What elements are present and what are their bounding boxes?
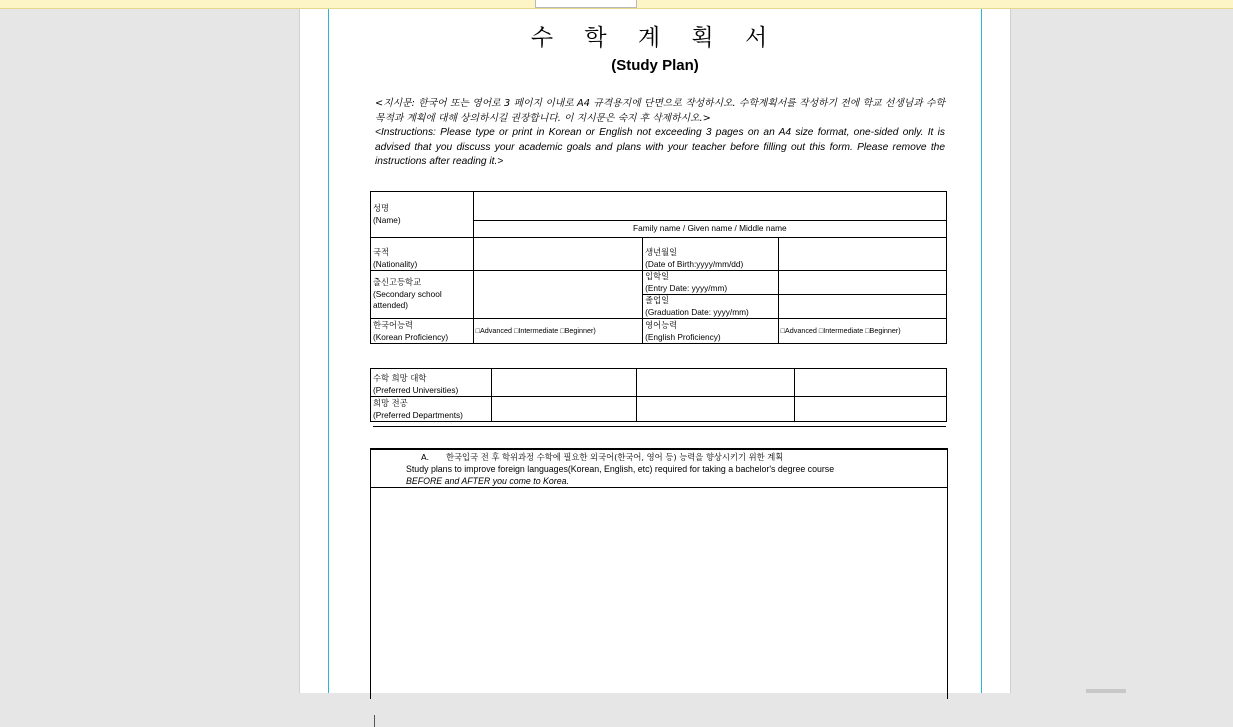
right-margin-guide [981, 9, 982, 693]
document-page [299, 9, 1011, 693]
section-a [370, 448, 948, 699]
section-a-letter: A. [421, 452, 430, 462]
preferred-universities-label: 수학 희망 대학 (Preferred Universities) [371, 369, 492, 397]
name-hint: Family name / Given name / Middle name [473, 221, 946, 238]
personal-info-table [370, 191, 947, 344]
department-input-2[interactable] [637, 397, 795, 422]
section-a-title-korean: A. 한국입국 전 후 학위과정 수학에 필요한 외국어(한국어, 영어 등) 능력을 향상시키기 위한 계획 [421, 452, 784, 462]
school-label: 출신고등학교 (Secondary school attended) [371, 271, 474, 319]
university-input-3[interactable] [795, 369, 947, 397]
graduation-date-label: 졸업일 (Graduation Date: yyyy/mm) [643, 295, 779, 319]
notification-button[interactable] [535, 0, 637, 8]
notification-bar [0, 0, 1233, 9]
instructions-english: <Instructions: Please type or print in Korean or English not exceeding 3 pages on an A4 size format, one-sided only. It is advised that you discuss your academic goals and plans with your teacher before filling out this form. Please remove the instructions after reading it.> [375, 127, 945, 167]
school-input-cell[interactable] [473, 271, 642, 319]
section-a-title-english-italic: BEFORE and AFTER you come to Korea. [406, 476, 569, 486]
instructions-korean: <지시문: 한국어 또는 영어로 3 페이지 이내로 A4 규격용지에 단면으로 작성하시오. 수학계획서를 작성하기 전에 학교 선생님과 수학 목적과 계획에 대해 상의하시길 권장합니다. 이 지시문은 숙지 후 삭제하시오.> [375, 98, 945, 124]
university-input-1[interactable] [492, 369, 637, 397]
entry-date-input-cell[interactable] [778, 271, 946, 295]
department-input-3[interactable] [795, 397, 947, 422]
section-a-answer-area[interactable] [371, 487, 947, 699]
name-label: 성명 (Name) [371, 192, 474, 238]
english-proficiency-options[interactable]: □Advanced □Intermediate □Beginner) [778, 319, 946, 344]
nationality-input-cell[interactable] [473, 238, 642, 271]
left-margin-guide [328, 9, 329, 693]
dob-input-cell[interactable] [778, 238, 946, 271]
section-a-header [371, 449, 947, 488]
section-a-title-english: Study plans to improve foreign languages(Korean, English, etc) required for taking a bachelor's degree course [406, 464, 835, 474]
graduation-date-input-cell[interactable] [778, 295, 946, 319]
dob-label: 생년월일 (Date of Birth:yyyy/mm/dd) [643, 238, 779, 271]
horizontal-scrollbar[interactable] [1086, 689, 1126, 693]
text-cursor [374, 715, 375, 727]
preferences-table [370, 368, 947, 422]
document-title-korean: 수 학 계 획 서 [530, 25, 780, 51]
korean-proficiency-options[interactable]: □Advanced □Intermediate □Beginner) [473, 319, 642, 344]
university-input-2[interactable] [637, 369, 795, 397]
horizontal-rule [373, 426, 946, 427]
nationality-label: 국적 (Nationality) [371, 238, 474, 271]
entry-date-label: 입학일 (Entry Date: yyyy/mm) [643, 271, 779, 295]
preferred-departments-label: 희망 전공 (Preferred Departments) [371, 397, 492, 422]
name-input-cell[interactable] [473, 192, 946, 221]
department-input-1[interactable] [492, 397, 637, 422]
korean-proficiency-label: 한국어능력 (Korean Proficiency) [371, 319, 474, 344]
document-title-english: (Study Plan) [611, 57, 699, 74]
english-proficiency-label: 영어능력 (English Proficiency) [643, 319, 779, 344]
